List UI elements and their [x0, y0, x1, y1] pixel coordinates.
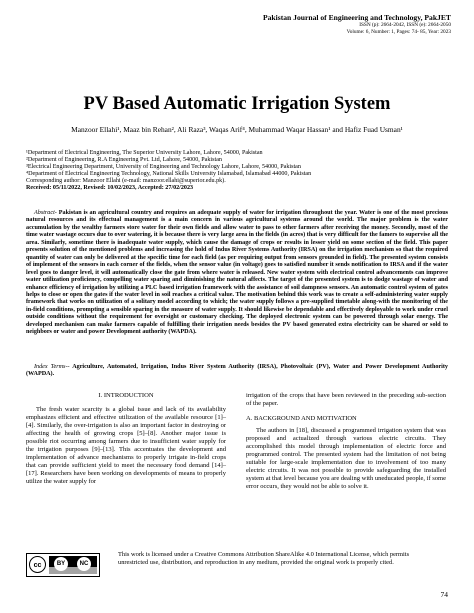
cc-nc-icon: NC [77, 557, 91, 571]
affiliation-2: ²Department of Engineering, R.A Engineering Pvt. Ltd, Lahore, 54000, Pakistan [26, 157, 222, 164]
license-text: This work is licensed under a Creative Commons Attribution ShareAlike 4.0 International License, which permits unrestricted use, distribution, and reproduction in any medium, provided the original work is properly cited. [118, 551, 410, 566]
author-list: Manzoor Ellahi¹, Maaz bin Rehan², Ali Raza³, Waqas Arif⁴, Muhammad Waqar Hassan¹ and Hafiz Fuad Usman¹ [71, 125, 403, 134]
right-column [246, 392, 446, 492]
affiliation-4: ⁴Department of Electrical Engineering Technology, National Skills University Islamabad, Islamabad 44000, Pakistan [26, 171, 312, 178]
corresponding-author: Corresponding author: Manzoor Ellahi (e-mail: manzoor.ellahi@superior.edu.pk). [26, 178, 226, 185]
introduction-paragraph: The fresh water scarcity is a global issue and lack of its availability emphasizes efficient and effective utilization of the available resource [1]–[4]. Similarly, the over-irrigation is also an important factor in destroying or affecting the health of growing crops [5]–[8]. Another major issue is possible riot occurring among farmers due to insufficient water supply for the irrigation purposes [9]–[13]. This accentuates the development and implementation of advance mechanisms to properly irrigate in-field crops that can provide sufficient yield to meet the necessary food demand [14]–[17]. Researchers have been working on developments of means to properly utilize the water supply for [26, 406, 226, 486]
abstract [26, 210, 448, 337]
received-dates: Received: 05/11/2022, Revised: 10/02/2023, Accepted: 27/02/2023 [26, 185, 194, 192]
journal-name: Pakistan Journal of Engineering and Technology, PakJET [263, 13, 451, 22]
journal-volume: Volume: 6, Number: 1, Pages: 74- 85, Year: 2023 [346, 28, 451, 35]
cc-license-badge[interactable] [26, 553, 100, 577]
background-heading: A. BACKGROUND AND MOTIVATION [246, 415, 357, 423]
introduction-heading: I. INTRODUCTION [98, 392, 154, 399]
license-block [26, 551, 410, 577]
index-terms [26, 364, 448, 379]
background-paragraph: The authors in [18], discussed a programmed irrigation system that was proposed and actualized through various electric circuits. They accomplished this model through implementation of electric force and programmed control. The presented system had the limitation of not being suitable for large-scale implementation due to involvement of too many electric circuits. It was not possible to provide safeguarding the installed system at that level because you are dealing with uneducated people, if some error occurs, they would not be able to solve it. [246, 427, 446, 491]
continued-text: irrigation of the crops that have been reviewed in the preceding sub-section of the paper. [246, 392, 446, 408]
abstract-text: Pakistan is an agricultural country and requires an adequate supply of water for irrigation throughout the year. Water is one of the most precious natural resources and its effectual management is a main concern in various agricultural systems around the world. The major problem is the water accumulation by the wealthy farmers store water for their own fields and allow water to pass to other farmers after receiving the money. Secondly, most of the time water wastage occurs due to over watering, it is because there is very large area in the fields (in acres) that is very difficult for the famers to supervise all the area. Similarly, sometime there is inadequate water supply, which cause the damage of crops or results in lesser yield on some section of the field. This paper presents solution of the mentioned problems and increasing the hold of Indus River Systems Authority (IRSA) on the irrigation mechanism so that the required quantity of water can only be delivered at the specific time for each field (as per requiring output from sensors grounded in field). The presented system consists of implement of the sensors in each corner of the fields, when the sensor value (in voltage) goes to satisfied number it sends notification to IRSA and if the water level goes to danger level, it will automatically close the gate from where water is released. New water system with electrical control advancements can improve water utilization proficiency, compelling water sparing and diminishing the natural affects. The target of the presented system is to dodge wastage of water and enhance efficiency of irrigation by utilizing a PLC based irrigation framework with the assistance of soil dampness sensors. An automatic control system of gates helps to close or open the gates if the water level in soil reaches a critical value. The motivation behind this work was to create a self-administering water supply framework that works on utilization of a solitary model according to which; the water supply follows a pre-supplied timetable along-with the monitoring of the in-field conditions, prompting a sensible sparing in the measure of water supply. It should likewise be dependable and effectively deployable to work under cruel outside conditions without the requirement for oversight or customary checking. The deployed electronic system can be powered through solar energy. The developed mechanism can make farmers capable of fulfilling their irrigation needs besides the PV based generated extra electricity can be shared or sold to neighbors or water and power Development authority (WAPDA). [26, 210, 448, 336]
cc-logo-icon: cc [29, 556, 46, 573]
affiliation-3: ³Electrical Engineering Department, University of Engineering and Technology Lahore, Lahore, 54000, Pakistan [26, 164, 301, 171]
index-terms-text: Agriculture, Automated, Irrigation, Indus River System Authority (IRSA), Photovoltaic (PV), Water and Power Development Authority (WAPDA). [26, 364, 448, 378]
abstract-label: Abstract- [34, 210, 57, 216]
journal-issn: ISSN (p): 2664-2042, ISSN (e): 2664-2050 [359, 22, 451, 28]
affiliation-1: ¹Department of Electrical Engineering, The Superior University Lahore, Lahore, 54000, Pakistan [26, 150, 263, 156]
left-column [26, 392, 226, 487]
cc-by-icon: BY [54, 557, 68, 571]
page-number: 74 [440, 590, 448, 599]
journal-header [263, 13, 451, 36]
affiliations [26, 150, 448, 192]
index-terms-label: Index Terms-- [34, 364, 70, 370]
paper-title: PV Based Automatic Irrigation System [83, 94, 391, 114]
